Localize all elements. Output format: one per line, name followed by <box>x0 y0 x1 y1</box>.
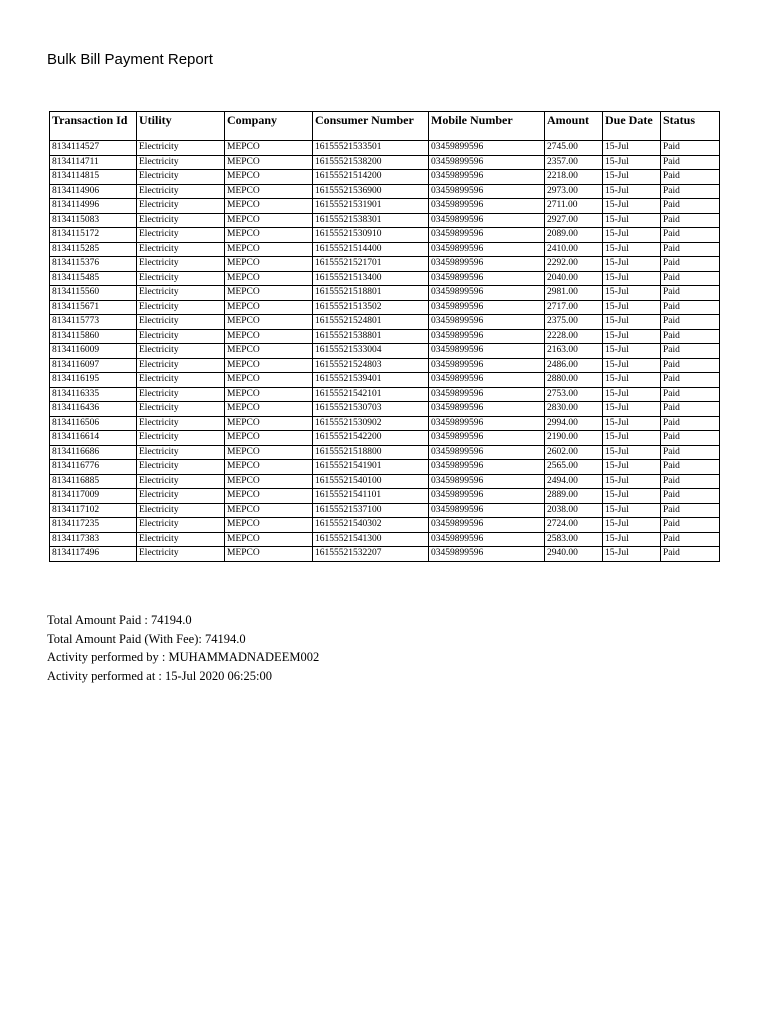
due-date-cell: 15-Jul <box>603 170 661 185</box>
due-date-cell: 15-Jul <box>603 257 661 272</box>
utility-cell: Electricity <box>137 547 225 562</box>
amount-cell: 2973.00 <box>545 184 603 199</box>
amount-cell: 2830.00 <box>545 402 603 417</box>
transaction-id-cell: 8134116335 <box>50 387 137 402</box>
status-cell: Paid <box>661 489 720 504</box>
status-cell: Paid <box>661 532 720 547</box>
status-cell: Paid <box>661 431 720 446</box>
mobile-number-cell: 03459899596 <box>429 170 545 185</box>
total-amount-paid: Total Amount Paid : 74194.0 <box>47 613 192 627</box>
due-date-cell: 15-Jul <box>603 228 661 243</box>
amount-cell: 2940.00 <box>545 547 603 562</box>
consumer-number-cell: 16155521542200 <box>313 431 429 446</box>
table-row <box>50 402 720 417</box>
status-cell: Paid <box>661 445 720 460</box>
transaction-id-cell: 8134115773 <box>50 315 137 330</box>
table-row <box>50 387 720 402</box>
utility-cell: Electricity <box>137 155 225 170</box>
consumer-number-cell: 16155521540302 <box>313 518 429 533</box>
table-row <box>50 315 720 330</box>
header-status: Status <box>661 112 720 141</box>
amount-cell: 2038.00 <box>545 503 603 518</box>
company-cell: MEPCO <box>225 184 313 199</box>
due-date-cell: 15-Jul <box>603 271 661 286</box>
consumer-number-cell: 16155521524803 <box>313 358 429 373</box>
company-cell: MEPCO <box>225 344 313 359</box>
utility-cell: Electricity <box>137 416 225 431</box>
utility-cell: Electricity <box>137 344 225 359</box>
transaction-id-cell: 8134116614 <box>50 431 137 446</box>
transaction-id-cell: 8134116436 <box>50 402 137 417</box>
status-cell: Paid <box>661 358 720 373</box>
utility-cell: Electricity <box>137 286 225 301</box>
table-row <box>50 532 720 547</box>
consumer-number-cell: 16155521540100 <box>313 474 429 489</box>
consumer-number-cell: 16155521530910 <box>313 228 429 243</box>
transaction-id-cell: 8134116009 <box>50 344 137 359</box>
utility-cell: Electricity <box>137 300 225 315</box>
mobile-number-cell: 03459899596 <box>429 242 545 257</box>
status-cell: Paid <box>661 257 720 272</box>
consumer-number-cell: 16155521541300 <box>313 532 429 547</box>
utility-cell: Electricity <box>137 489 225 504</box>
mobile-number-cell: 03459899596 <box>429 184 545 199</box>
status-cell: Paid <box>661 228 720 243</box>
mobile-number-cell: 03459899596 <box>429 300 545 315</box>
total-amount-paid-with-fee: Total Amount Paid (With Fee): 74194.0 <box>47 631 246 646</box>
consumer-number-cell: 16155521531901 <box>313 199 429 214</box>
table-row <box>50 170 720 185</box>
company-cell: MEPCO <box>225 286 313 301</box>
due-date-cell: 15-Jul <box>603 213 661 228</box>
header-company: Company <box>225 112 313 141</box>
consumer-number-cell: 16155521542101 <box>313 387 429 402</box>
company-cell: MEPCO <box>225 489 313 504</box>
status-cell: Paid <box>661 503 720 518</box>
header-mobile-number: Mobile Number <box>429 112 545 141</box>
transaction-id-cell: 8134114815 <box>50 170 137 185</box>
status-cell: Paid <box>661 329 720 344</box>
transaction-id-cell: 8134114711 <box>50 155 137 170</box>
company-cell: MEPCO <box>225 228 313 243</box>
payment-summary <box>47 611 319 685</box>
header-due-date: Due Date <box>603 112 661 141</box>
header-transaction-id: Transaction Id <box>50 112 137 141</box>
table-row <box>50 489 720 504</box>
utility-cell: Electricity <box>137 228 225 243</box>
transaction-id-cell: 8134116195 <box>50 373 137 388</box>
header-amount: Amount <box>545 112 603 141</box>
mobile-number-cell: 03459899596 <box>429 271 545 286</box>
due-date-cell: 15-Jul <box>603 184 661 199</box>
transaction-id-cell: 8134117383 <box>50 532 137 547</box>
table-header-row <box>50 112 720 141</box>
amount-cell: 2292.00 <box>545 257 603 272</box>
company-cell: MEPCO <box>225 402 313 417</box>
amount-cell: 2218.00 <box>545 170 603 185</box>
amount-cell: 2163.00 <box>545 344 603 359</box>
utility-cell: Electricity <box>137 445 225 460</box>
consumer-number-cell: 16155521538200 <box>313 155 429 170</box>
mobile-number-cell: 03459899596 <box>429 344 545 359</box>
transaction-id-cell: 8134114527 <box>50 141 137 156</box>
table-row <box>50 213 720 228</box>
status-cell: Paid <box>661 547 720 562</box>
activity-performed-at: Activity performed at : 15-Jul 2020 06:25:00 <box>47 668 272 683</box>
consumer-number-cell: 16155521521701 <box>313 257 429 272</box>
utility-cell: Electricity <box>137 199 225 214</box>
due-date-cell: 15-Jul <box>603 402 661 417</box>
due-date-cell: 15-Jul <box>603 344 661 359</box>
transaction-id-cell: 8134115083 <box>50 213 137 228</box>
company-cell: MEPCO <box>225 518 313 533</box>
company-cell: MEPCO <box>225 460 313 475</box>
status-cell: Paid <box>661 460 720 475</box>
due-date-cell: 15-Jul <box>603 547 661 562</box>
transaction-id-cell: 8134115560 <box>50 286 137 301</box>
due-date-cell: 15-Jul <box>603 518 661 533</box>
amount-cell: 2190.00 <box>545 431 603 446</box>
utility-cell: Electricity <box>137 431 225 446</box>
consumer-number-cell: 16155521513502 <box>313 300 429 315</box>
transaction-id-cell: 8134115172 <box>50 228 137 243</box>
table-row <box>50 460 720 475</box>
mobile-number-cell: 03459899596 <box>429 474 545 489</box>
status-cell: Paid <box>661 518 720 533</box>
table-row <box>50 242 720 257</box>
transaction-id-cell: 8134115860 <box>50 329 137 344</box>
table-row <box>50 445 720 460</box>
table-row <box>50 228 720 243</box>
company-cell: MEPCO <box>225 387 313 402</box>
company-cell: MEPCO <box>225 155 313 170</box>
due-date-cell: 15-Jul <box>603 416 661 431</box>
table-row <box>50 474 720 489</box>
consumer-number-cell: 16155521514400 <box>313 242 429 257</box>
table-row <box>50 431 720 446</box>
status-cell: Paid <box>661 373 720 388</box>
consumer-number-cell: 16155521518801 <box>313 286 429 301</box>
consumer-number-cell: 16155521533004 <box>313 344 429 359</box>
status-cell: Paid <box>661 474 720 489</box>
utility-cell: Electricity <box>137 257 225 272</box>
utility-cell: Electricity <box>137 271 225 286</box>
mobile-number-cell: 03459899596 <box>429 460 545 475</box>
company-cell: MEPCO <box>225 431 313 446</box>
status-cell: Paid <box>661 416 720 431</box>
mobile-number-cell: 03459899596 <box>429 141 545 156</box>
mobile-number-cell: 03459899596 <box>429 532 545 547</box>
amount-cell: 2583.00 <box>545 532 603 547</box>
consumer-number-cell: 16155521530902 <box>313 416 429 431</box>
transaction-id-cell: 8134117496 <box>50 547 137 562</box>
transaction-id-cell: 8134117102 <box>50 503 137 518</box>
consumer-number-cell: 16155521513400 <box>313 271 429 286</box>
status-cell: Paid <box>661 315 720 330</box>
mobile-number-cell: 03459899596 <box>429 489 545 504</box>
amount-cell: 2486.00 <box>545 358 603 373</box>
transaction-id-cell: 8134115485 <box>50 271 137 286</box>
company-cell: MEPCO <box>225 329 313 344</box>
company-cell: MEPCO <box>225 300 313 315</box>
due-date-cell: 15-Jul <box>603 532 661 547</box>
status-cell: Paid <box>661 199 720 214</box>
mobile-number-cell: 03459899596 <box>429 199 545 214</box>
utility-cell: Electricity <box>137 170 225 185</box>
amount-cell: 2711.00 <box>545 199 603 214</box>
amount-cell: 2753.00 <box>545 387 603 402</box>
amount-cell: 2602.00 <box>545 445 603 460</box>
transaction-id-cell: 8134116097 <box>50 358 137 373</box>
mobile-number-cell: 03459899596 <box>429 518 545 533</box>
due-date-cell: 15-Jul <box>603 460 661 475</box>
table-row <box>50 503 720 518</box>
consumer-number-cell: 16155521524801 <box>313 315 429 330</box>
table-row <box>50 373 720 388</box>
mobile-number-cell: 03459899596 <box>429 286 545 301</box>
consumer-number-cell: 16155521514200 <box>313 170 429 185</box>
due-date-cell: 15-Jul <box>603 373 661 388</box>
due-date-cell: 15-Jul <box>603 329 661 344</box>
amount-cell: 2375.00 <box>545 315 603 330</box>
amount-cell: 2994.00 <box>545 416 603 431</box>
consumer-number-cell: 16155521541901 <box>313 460 429 475</box>
due-date-cell: 15-Jul <box>603 503 661 518</box>
due-date-cell: 15-Jul <box>603 199 661 214</box>
due-date-cell: 15-Jul <box>603 155 661 170</box>
amount-cell: 2494.00 <box>545 474 603 489</box>
company-cell: MEPCO <box>225 271 313 286</box>
table-row <box>50 344 720 359</box>
mobile-number-cell: 03459899596 <box>429 228 545 243</box>
utility-cell: Electricity <box>137 402 225 417</box>
company-cell: MEPCO <box>225 213 313 228</box>
utility-cell: Electricity <box>137 315 225 330</box>
status-cell: Paid <box>661 387 720 402</box>
table-row <box>50 271 720 286</box>
utility-cell: Electricity <box>137 503 225 518</box>
mobile-number-cell: 03459899596 <box>429 416 545 431</box>
mobile-number-cell: 03459899596 <box>429 329 545 344</box>
consumer-number-cell: 16155521530703 <box>313 402 429 417</box>
due-date-cell: 15-Jul <box>603 489 661 504</box>
company-cell: MEPCO <box>225 416 313 431</box>
status-cell: Paid <box>661 141 720 156</box>
transaction-id-cell: 8134116506 <box>50 416 137 431</box>
due-date-cell: 15-Jul <box>603 387 661 402</box>
utility-cell: Electricity <box>137 141 225 156</box>
table-row <box>50 416 720 431</box>
utility-cell: Electricity <box>137 184 225 199</box>
table-row <box>50 286 720 301</box>
status-cell: Paid <box>661 286 720 301</box>
company-cell: MEPCO <box>225 199 313 214</box>
company-cell: MEPCO <box>225 547 313 562</box>
due-date-cell: 15-Jul <box>603 315 661 330</box>
transaction-id-cell: 8134116885 <box>50 474 137 489</box>
report-title: Bulk Bill Payment Report <box>47 51 213 68</box>
status-cell: Paid <box>661 170 720 185</box>
utility-cell: Electricity <box>137 532 225 547</box>
mobile-number-cell: 03459899596 <box>429 402 545 417</box>
transaction-id-cell: 8134115285 <box>50 242 137 257</box>
status-cell: Paid <box>661 271 720 286</box>
transaction-id-cell: 8134116776 <box>50 460 137 475</box>
due-date-cell: 15-Jul <box>603 141 661 156</box>
table-row <box>50 518 720 533</box>
status-cell: Paid <box>661 300 720 315</box>
transaction-id-cell: 8134115671 <box>50 300 137 315</box>
company-cell: MEPCO <box>225 373 313 388</box>
table-row <box>50 184 720 199</box>
mobile-number-cell: 03459899596 <box>429 155 545 170</box>
transaction-id-cell: 8134114996 <box>50 199 137 214</box>
mobile-number-cell: 03459899596 <box>429 445 545 460</box>
table-row <box>50 141 720 156</box>
header-consumer-number: Consumer Number <box>313 112 429 141</box>
bill-payment-table <box>49 111 720 562</box>
utility-cell: Electricity <box>137 460 225 475</box>
table-body <box>50 141 720 562</box>
consumer-number-cell: 16155521538801 <box>313 329 429 344</box>
company-cell: MEPCO <box>225 532 313 547</box>
amount-cell: 2981.00 <box>545 286 603 301</box>
company-cell: MEPCO <box>225 141 313 156</box>
amount-cell: 2410.00 <box>545 242 603 257</box>
amount-cell: 2357.00 <box>545 155 603 170</box>
company-cell: MEPCO <box>225 242 313 257</box>
consumer-number-cell: 16155521539401 <box>313 373 429 388</box>
due-date-cell: 15-Jul <box>603 445 661 460</box>
table-row <box>50 199 720 214</box>
amount-cell: 2089.00 <box>545 228 603 243</box>
company-cell: MEPCO <box>225 315 313 330</box>
due-date-cell: 15-Jul <box>603 286 661 301</box>
table-row <box>50 329 720 344</box>
company-cell: MEPCO <box>225 503 313 518</box>
utility-cell: Electricity <box>137 242 225 257</box>
mobile-number-cell: 03459899596 <box>429 373 545 388</box>
consumer-number-cell: 16155521533501 <box>313 141 429 156</box>
company-cell: MEPCO <box>225 170 313 185</box>
company-cell: MEPCO <box>225 358 313 373</box>
due-date-cell: 15-Jul <box>603 300 661 315</box>
table-row <box>50 547 720 562</box>
mobile-number-cell: 03459899596 <box>429 547 545 562</box>
status-cell: Paid <box>661 242 720 257</box>
table-row <box>50 155 720 170</box>
consumer-number-cell: 16155521518800 <box>313 445 429 460</box>
due-date-cell: 15-Jul <box>603 474 661 489</box>
amount-cell: 2880.00 <box>545 373 603 388</box>
amount-cell: 2927.00 <box>545 213 603 228</box>
consumer-number-cell: 16155521541101 <box>313 489 429 504</box>
amount-cell: 2717.00 <box>545 300 603 315</box>
table-row <box>50 358 720 373</box>
mobile-number-cell: 03459899596 <box>429 387 545 402</box>
due-date-cell: 15-Jul <box>603 431 661 446</box>
transaction-id-cell: 8134116686 <box>50 445 137 460</box>
due-date-cell: 15-Jul <box>603 242 661 257</box>
consumer-number-cell: 16155521536900 <box>313 184 429 199</box>
amount-cell: 2724.00 <box>545 518 603 533</box>
amount-cell: 2228.00 <box>545 329 603 344</box>
company-cell: MEPCO <box>225 474 313 489</box>
status-cell: Paid <box>661 344 720 359</box>
status-cell: Paid <box>661 213 720 228</box>
utility-cell: Electricity <box>137 373 225 388</box>
utility-cell: Electricity <box>137 387 225 402</box>
table-row <box>50 257 720 272</box>
amount-cell: 2889.00 <box>545 489 603 504</box>
due-date-cell: 15-Jul <box>603 358 661 373</box>
utility-cell: Electricity <box>137 329 225 344</box>
mobile-number-cell: 03459899596 <box>429 315 545 330</box>
status-cell: Paid <box>661 402 720 417</box>
amount-cell: 2745.00 <box>545 141 603 156</box>
utility-cell: Electricity <box>137 474 225 489</box>
transaction-id-cell: 8134117235 <box>50 518 137 533</box>
transaction-id-cell: 8134115376 <box>50 257 137 272</box>
amount-cell: 2565.00 <box>545 460 603 475</box>
mobile-number-cell: 03459899596 <box>429 503 545 518</box>
consumer-number-cell: 16155521532207 <box>313 547 429 562</box>
mobile-number-cell: 03459899596 <box>429 213 545 228</box>
transaction-id-cell: 8134114906 <box>50 184 137 199</box>
utility-cell: Electricity <box>137 518 225 533</box>
company-cell: MEPCO <box>225 257 313 272</box>
utility-cell: Electricity <box>137 358 225 373</box>
table-row <box>50 300 720 315</box>
transaction-id-cell: 8134117009 <box>50 489 137 504</box>
mobile-number-cell: 03459899596 <box>429 431 545 446</box>
amount-cell: 2040.00 <box>545 271 603 286</box>
mobile-number-cell: 03459899596 <box>429 257 545 272</box>
activity-performed-by: Activity performed by : MUHAMMADNADEEM002 <box>47 650 320 664</box>
mobile-number-cell: 03459899596 <box>429 358 545 373</box>
consumer-number-cell: 16155521537100 <box>313 503 429 518</box>
status-cell: Paid <box>661 184 720 199</box>
consumer-number-cell: 16155521538301 <box>313 213 429 228</box>
status-cell: Paid <box>661 155 720 170</box>
header-utility: Utility <box>137 112 225 141</box>
utility-cell: Electricity <box>137 213 225 228</box>
company-cell: MEPCO <box>225 445 313 460</box>
